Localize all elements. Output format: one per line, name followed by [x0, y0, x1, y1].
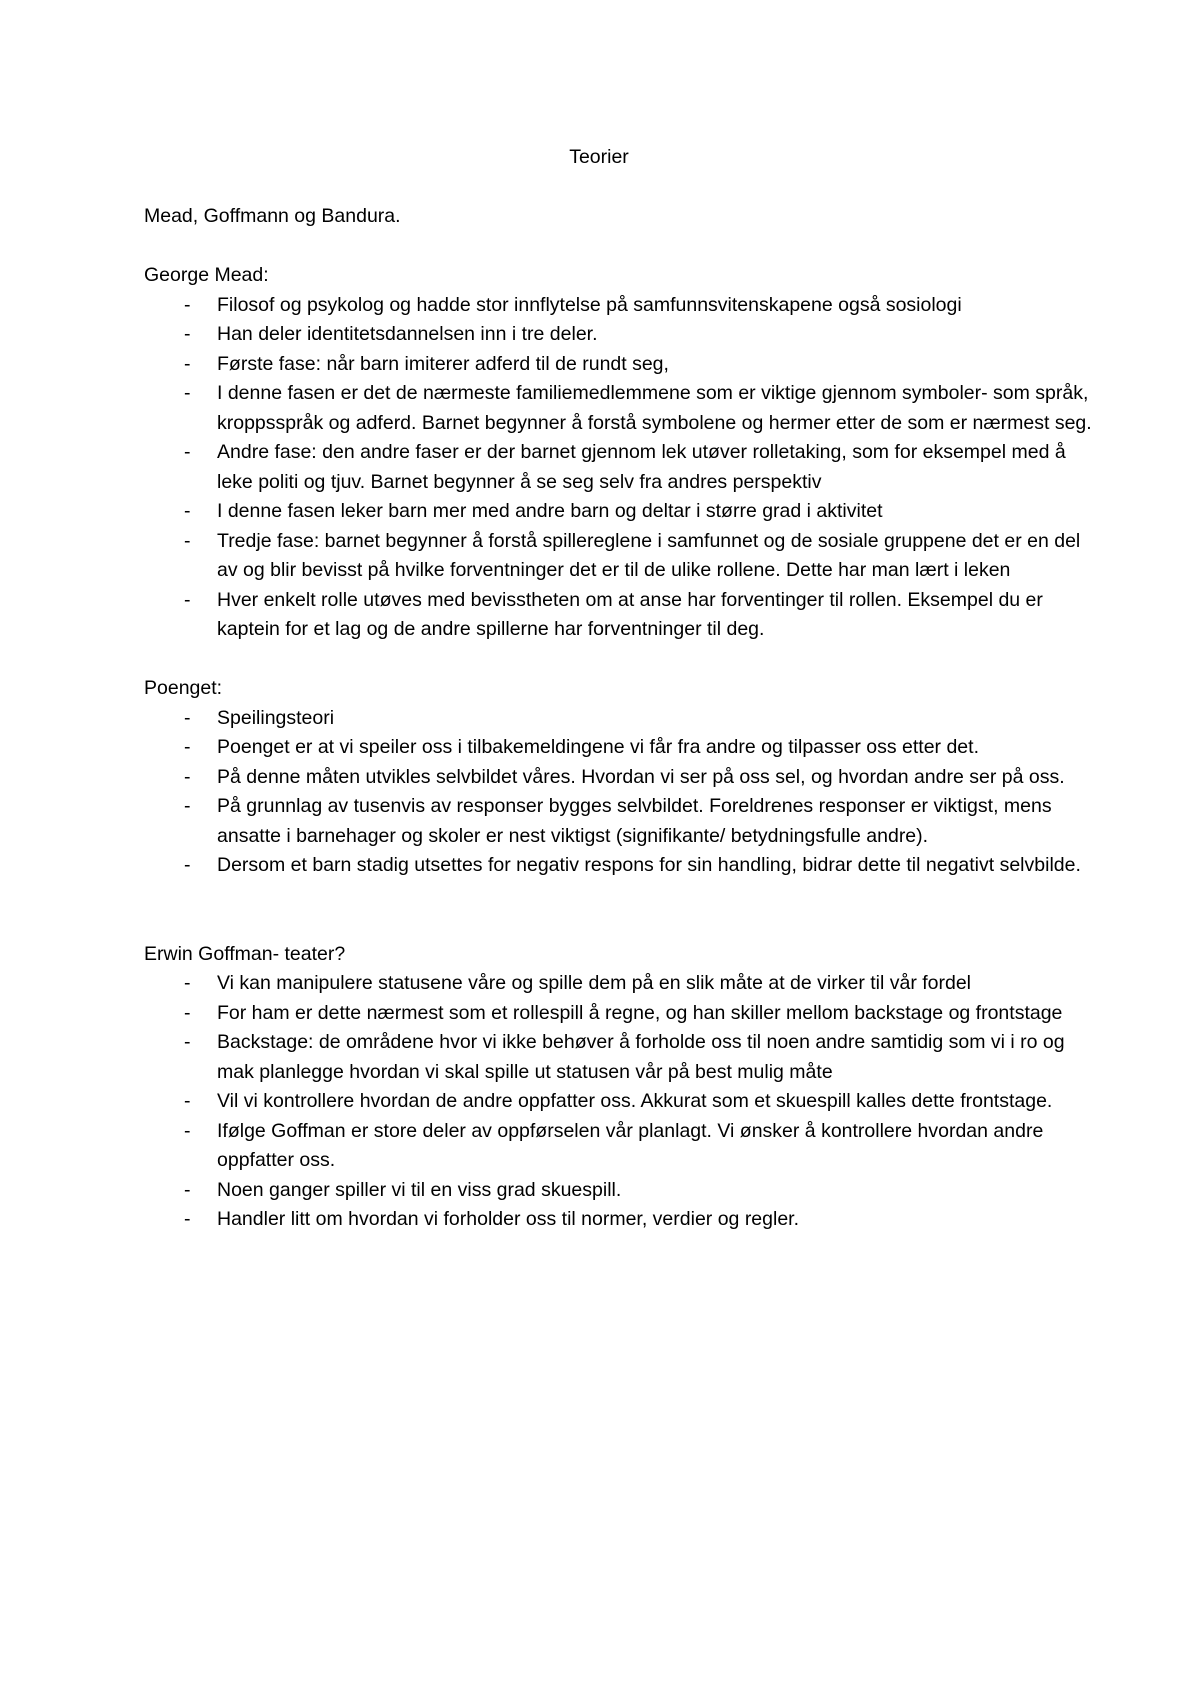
section-heading-mead: George Mead: — [144, 264, 269, 286]
list-item-text: Tredje fase: barnet begynner å forstå spillereglene i samfunnet og de sosiale gruppene det er en del av og blir bevisst på hvilke forventninger det er til de ulike rollene. Dette har man lært i leken — [217, 529, 1081, 581]
dash-bullet: - — [184, 1090, 191, 1112]
list-item — [144, 851, 1094, 881]
dash-bullet: - — [184, 500, 191, 522]
spacer — [144, 232, 1094, 262]
list-item-text: Første fase: når barn imiterer adferd til de rundt seg, — [217, 352, 669, 375]
list-item-text: Noen ganger spiller vi til en viss grad skuespill. — [217, 1178, 622, 1201]
dash-bullet: - — [184, 765, 191, 788]
dash-bullet: - — [184, 1208, 191, 1230]
dash-bullet: - — [184, 795, 191, 817]
section-heading-poenget: Poenget: — [144, 677, 223, 699]
list-item — [144, 969, 1094, 999]
list-item — [144, 291, 1094, 321]
dash-bullet: - — [184, 352, 191, 375]
mead-list — [144, 291, 1094, 645]
dash-bullet: - — [184, 323, 191, 345]
list-item — [144, 1205, 1094, 1235]
poenget-list — [144, 704, 1094, 881]
list-item — [144, 1087, 1094, 1117]
list-item — [144, 438, 1094, 497]
dash-bullet: - — [184, 736, 191, 758]
dash-bullet: - — [184, 706, 191, 729]
list-item — [144, 379, 1094, 438]
dash-bullet: - — [184, 529, 191, 552]
list-item-text: Hver enkelt rolle utøves med bevisstheten om at anse har forventinger til rollen. Eksempel du er kaptein for et lag og de andre spillerne har forventninger til deg. — [217, 588, 1043, 640]
list-item-text: Vil vi kontrollere hvordan de andre oppfatter oss. Akkurat som et skuespill kalles dette frontstage. — [217, 1090, 1053, 1112]
list-item — [144, 704, 1094, 734]
list-item-text: Poenget er at vi speiler oss i tilbakemeldingene vi får fra andre og tilpasser oss etter det. — [217, 736, 979, 758]
list-item — [144, 1117, 1094, 1176]
list-item-text: I denne fasen er det de nærmeste familiemedlemmene som er viktige gjennom symboler- som språk, kroppsspråk og adferd. Barnet begynner å forstå symbolene og hermer etter de som er nærmest seg. — [217, 382, 1092, 434]
list-item — [144, 999, 1094, 1029]
list-item-text: Backstage: de områdene hvor vi ikke behøver å forholde oss til noen andre samtidig som vi i ro og mak planlegge hvordan vi skal spille ut statusen vår på best mulig måte — [217, 1031, 1065, 1083]
list-item-text: Han deler identitetsdannelsen inn i tre deler. — [217, 323, 598, 345]
list-item — [144, 527, 1094, 586]
dash-bullet: - — [184, 441, 191, 463]
dash-bullet: - — [184, 1031, 191, 1053]
dash-bullet: - — [184, 854, 191, 876]
list-item-text: I denne fasen leker barn mer med andre barn og deltar i større grad i aktivitet — [217, 500, 883, 522]
list-item-text: På grunnlag av tusenvis av responser bygges selvbildet. Foreldrenes responser er viktigst, mens ansatte i barnehager og skoler er nest viktigst (signifikante/ betydningsfulle andre). — [217, 795, 1052, 847]
list-item — [144, 497, 1094, 527]
section-heading-goffman: Erwin Goffman- teater? — [144, 942, 346, 965]
list-item — [144, 1176, 1094, 1206]
dash-bullet: - — [184, 1119, 191, 1142]
document-title: Teorier — [569, 146, 629, 168]
dash-bullet: - — [184, 588, 191, 611]
list-item-text: Andre fase: den andre faser er der barnet gjennom lek utøver rolletaking, som for eksempel med å leke politi og tjuv. Barnet begynner å se seg selv fra andres perspektiv — [217, 441, 1066, 493]
list-item-text: Speilingsteori — [217, 706, 335, 729]
list-item-text: Handler litt om hvordan vi forholder oss til normer, verdier og regler. — [217, 1208, 800, 1230]
list-item-text: Dersom et barn stadig utsettes for negativ respons for sin handling, bidrar dette til negativt selvbilde. — [217, 854, 1081, 876]
spacer — [144, 881, 1094, 940]
intro-line: Mead, Goffmann og Bandura. — [144, 205, 401, 227]
dash-bullet: - — [184, 1001, 191, 1024]
list-item-text: På denne måten utvikles selvbildet våres. Hvordan vi ser på oss sel, og hvordan andre ser på oss. — [217, 765, 1065, 788]
goffman-list — [144, 969, 1094, 1235]
dash-bullet: - — [184, 972, 191, 994]
list-item-text: For ham er dette nærmest som et rollespill å regne, og han skiller mellom backstage og frontstage — [217, 1001, 1063, 1024]
list-item — [144, 763, 1094, 793]
dash-bullet: - — [184, 1178, 191, 1201]
dash-bullet: - — [184, 293, 191, 316]
document-page — [144, 143, 1094, 1235]
list-item — [144, 350, 1094, 380]
list-item-text: Vi kan manipulere statusene våre og spille dem på en slik måte at de virker til vår fordel — [217, 972, 972, 994]
list-item — [144, 733, 1094, 763]
list-item — [144, 792, 1094, 851]
list-item — [144, 1028, 1094, 1087]
list-item-text: Ifølge Goffman er store deler av oppførselen vår planlagt. Vi ønsker å kontrollere hvordan andre oppfatter oss. — [217, 1119, 1044, 1171]
spacer — [144, 645, 1094, 675]
list-item — [144, 320, 1094, 350]
dash-bullet: - — [184, 382, 191, 404]
list-item — [144, 586, 1094, 645]
list-item-text: Filosof og psykolog og hadde stor innflytelse på samfunnsvitenskapene også sosiologi — [217, 293, 962, 316]
